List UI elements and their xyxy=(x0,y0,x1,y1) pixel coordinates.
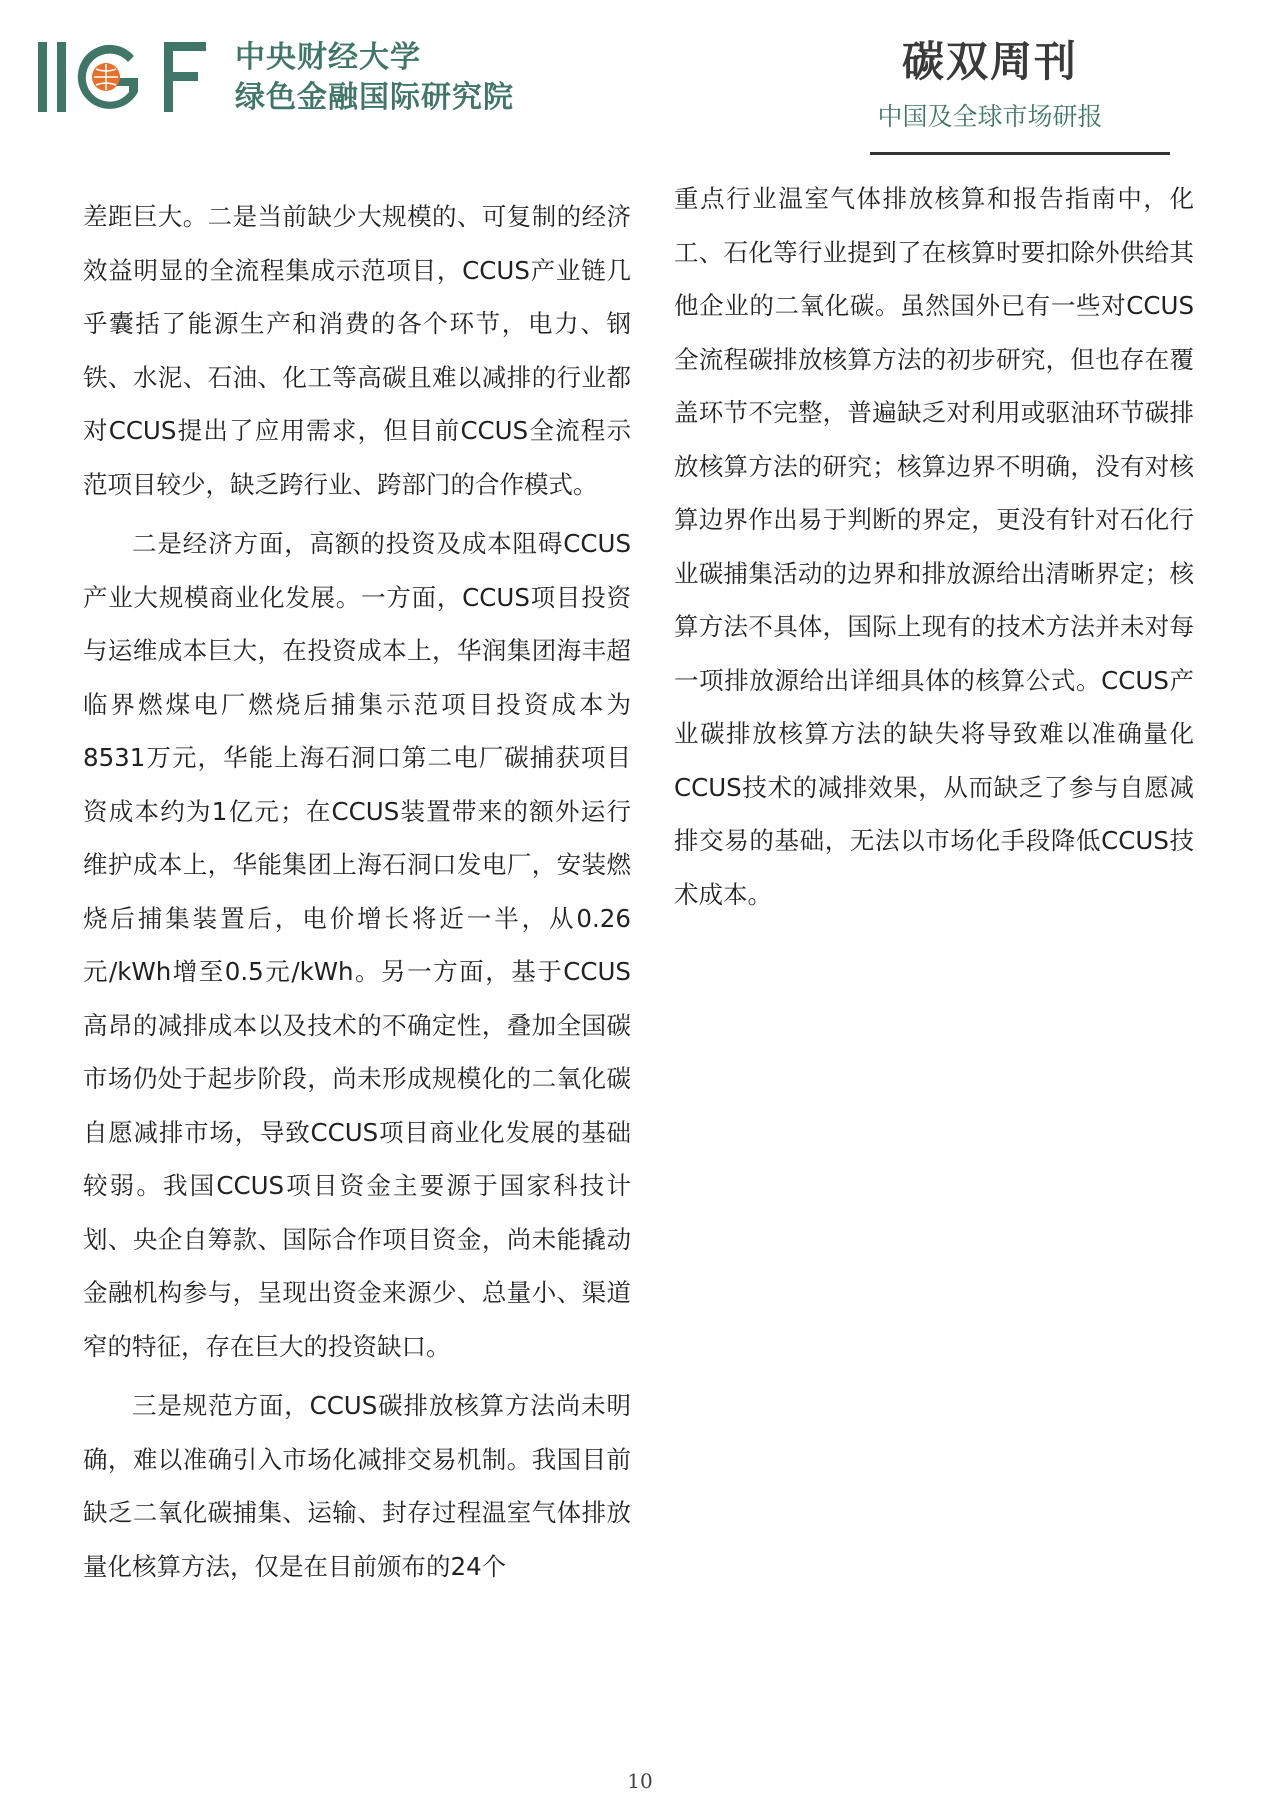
iigf-logo xyxy=(38,40,210,114)
org-name-line2: 绿色金融国际研究院 xyxy=(235,80,514,115)
page-number: 10 xyxy=(627,1769,653,1793)
org-name-line1: 中央财经大学 xyxy=(235,40,421,75)
paragraph: 三是规范方面，CCUS碳排放核算方法尚未明确，难以准确引入市场化减排交易机制。我国目前缺乏二氧化碳捕集、运输、封存过程温室气体排放量化核算方法，仅是在目前颁布的24个 xyxy=(83,1391,631,1581)
publication-title: 碳双周刊 xyxy=(901,37,1078,86)
organization-name xyxy=(235,38,514,118)
right-column xyxy=(674,172,1194,921)
iigf-logo-graphic xyxy=(38,40,210,114)
publication-subtitle: 中国及全球市场研报 xyxy=(877,102,1103,131)
globe-g-icon xyxy=(78,45,138,109)
paragraph: 二是经济方面，高额的投资及成本阻碍CCUS产业大规模商业化发展。一方面，CCUS项目投资与运维成本巨大，在投资成本上，华润集团海丰超临界燃煤电厂燃烧后捕集示范项目投资成本为8531万元，华能上海石洞口第二电厂碳捕获项目资成本约为1亿元；在CCUS装置带来的额外运行维护成本上，华能集团上海石洞口发电厂，安装燃烧后捕集装置后，电价增长将近一半，从0.26元/kWh增至0.5元/kWh。另一方面，基于CCUS高昂的减排成本以及技术的不确定性，叠加全国碳市场仍处于起步阶段，尚未形成规模化的二氧化碳自愿减排市场，导致CCUS项目商业化发展的基础较弱。我国CCUS项目资金主要源于国家科技计划、央企自筹款、国际合作项目资金，尚未能撬动金融机构参与，呈现出资金来源少、总量小、渠道窄的特征，存在巨大的投资缺口。 xyxy=(83,529,631,1361)
left-column xyxy=(83,190,631,1593)
paragraph: 重点行业温室气体排放核算和报告指南中，化工、石化等行业提到了在核算时要扣除外供给其他企业的二氧化碳。虽然国外已有一些对CCUS全流程碳排放核算方法的初步研究，但也存在覆盖环节不完整，普遍缺乏对利用或驱油环节碳排放核算方法的研究；核算边界不明确，没有对核算边界作出易于判断的界定，更没有针对石化行业碳捕集活动的边界和排放源给出清晰界定；核算方法不具体，国际上现有的技术方法并未对每一项排放源给出详细具体的核算公式。CCUS产业碳排放核算方法的缺失将导致难以准确量化CCUS技术的减排效果，从而缺乏了参与自愿减排交易的基础，无法以市场化手段降低CCUS技术成本。 xyxy=(674,184,1194,909)
paragraph: 差距巨大。二是当前缺少大规模的、可复制的经济效益明显的全流程集成示范项目，CCUS产业链几乎囊括了能源生产和消费的各个环节，电力、钢铁、水泥、石油、化工等高碳且难以减排的行业都对CCUS提出了应用需求，但目前CCUS全流程示范项目较少，缺乏跨行业、跨部门的合作模式。 xyxy=(83,202,631,499)
header-divider xyxy=(870,152,1170,155)
